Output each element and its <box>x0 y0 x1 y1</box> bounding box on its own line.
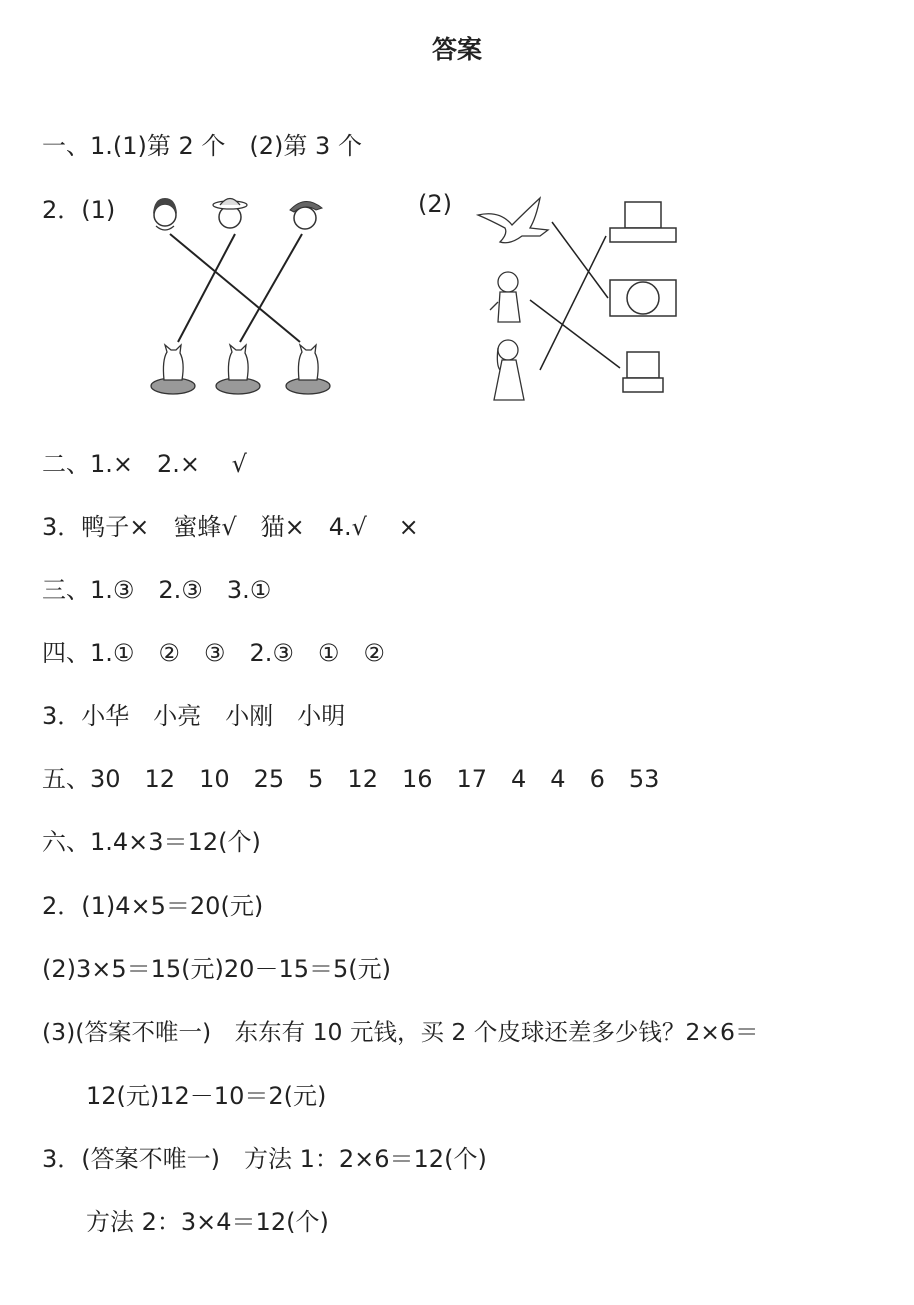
match-line-1 <box>170 234 300 342</box>
answer-line-6: 3．小华 小亮 小刚 小明 <box>42 702 346 730</box>
answer-line-2: 二、1.× 2.× √ <box>42 450 247 478</box>
eagle-icon <box>478 198 548 243</box>
matching-figure-1 <box>140 190 350 405</box>
answer-line-13: 3．(答案不唯一) 方法 1：2×6＝12(个) <box>42 1145 487 1173</box>
answer-line-11: (3)(答案不唯一) 东东有 10 元钱，买 2 个皮球还差多少钱？2×6＝ <box>42 1018 759 1046</box>
answer-line-3: 3．鸭子× 蜜蜂√ 猫× 4.√ × <box>42 513 419 541</box>
view-shape-1 <box>610 202 676 242</box>
question-2-label: 2．(1) <box>42 196 116 224</box>
match-line-2 <box>178 234 235 342</box>
answer-line-14: 方法 2：3×4＝12(个) <box>86 1208 329 1236</box>
boy-side-icon <box>490 272 520 322</box>
child-head-3-icon <box>290 201 322 229</box>
match-line-5 <box>530 300 620 368</box>
page-title: 答案 <box>431 35 482 64</box>
answer-line-1: 一、1.(1)第 2 个 (2)第 3 个 <box>42 132 362 160</box>
answer-line-5: 四、1.① ② ③ 2.③ ① ② <box>42 639 385 667</box>
cat-1-icon <box>151 345 195 394</box>
view-shape-3 <box>623 352 663 392</box>
answer-line-7: 五、30 12 10 25 5 12 16 17 4 4 6 53 <box>42 765 660 793</box>
child-head-1-icon <box>153 198 177 230</box>
view-shape-2 <box>610 280 676 316</box>
answer-line-10: (2)3×5＝15(元)20－15＝5(元) <box>42 955 391 983</box>
answer-line-12: 12(元)12－10＝2(元) <box>86 1082 327 1110</box>
question-2-sub2-label: (2) <box>418 190 452 218</box>
answer-line-9: 2．(1)4×5＝20(元) <box>42 892 264 920</box>
answer-line-8: 六、1.4×3＝12(个) <box>42 828 261 856</box>
girl-side-icon <box>494 340 524 400</box>
cat-2-icon <box>216 345 260 394</box>
match-line-3 <box>240 234 302 342</box>
match-line-4 <box>552 222 608 298</box>
child-head-2-icon <box>213 199 247 229</box>
matching-figure-2 <box>470 190 690 410</box>
cat-3-icon <box>286 345 330 394</box>
answer-line-4: 三、1.③ 2.③ 3.① <box>42 576 272 604</box>
